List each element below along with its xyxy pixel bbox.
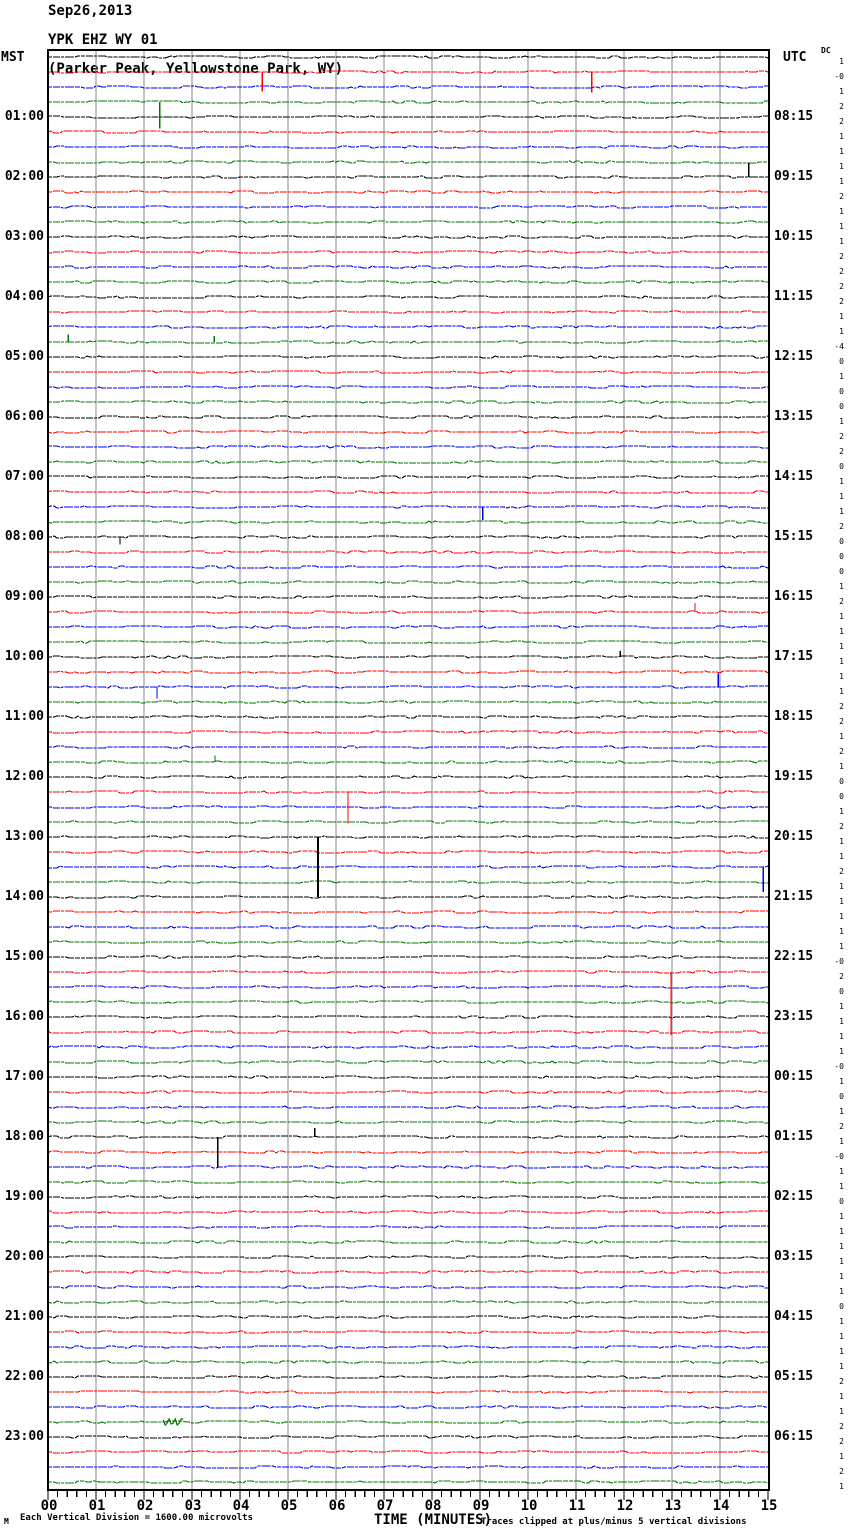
hour-label-mst: 02:00 <box>4 169 44 184</box>
trace-row <box>48 476 768 478</box>
trace-row <box>48 431 768 433</box>
dc-offset-value: 1 <box>839 372 844 381</box>
trace-row <box>48 116 768 118</box>
dc-offset-value: 0 <box>839 552 844 561</box>
hour-label-mst: 03:00 <box>4 229 44 244</box>
x-tick-label: 00 <box>40 1498 58 1514</box>
trace-row <box>48 1061 768 1063</box>
header-date: Sep26,2013 <box>48 3 133 19</box>
x-axis-title: TIME (MINUTES) <box>374 1512 493 1528</box>
watermark-glyph: M <box>4 1517 9 1526</box>
hour-label-utc: 03:15 <box>774 1249 814 1264</box>
hour-label-utc: 19:15 <box>774 769 814 784</box>
dc-offset-value: -0 <box>834 1152 844 1161</box>
dc-offset-value: 1 <box>839 1017 844 1026</box>
trace-row <box>48 1106 768 1108</box>
dc-offset-value: 1 <box>839 162 844 171</box>
x-tick-label: 14 <box>712 1498 730 1514</box>
trace-row <box>48 911 768 913</box>
dc-offset-value: 0 <box>839 537 844 546</box>
hour-label-utc: 01:15 <box>774 1129 814 1144</box>
hour-label-mst: 20:00 <box>4 1249 44 1264</box>
dc-offset-value: 1 <box>839 942 844 951</box>
dc-offset-value: 0 <box>839 357 844 366</box>
hour-label-utc: 14:15 <box>774 469 814 484</box>
x-tick-label: 11 <box>568 1498 586 1514</box>
trace-row <box>48 941 768 943</box>
trace-row <box>48 1331 768 1333</box>
dc-offset-value: 2 <box>839 117 844 126</box>
dc-offset-value: 0 <box>839 792 844 801</box>
dc-offset-value: 2 <box>839 1467 844 1476</box>
x-tick-label: 12 <box>616 1498 634 1514</box>
hour-label-utc: 10:15 <box>774 229 814 244</box>
trace-row <box>48 566 768 568</box>
dc-offset-value: 1 <box>839 1077 844 1086</box>
hour-label-utc: 00:15 <box>774 1069 814 1084</box>
trace-row <box>48 296 768 298</box>
trace-row <box>48 1376 768 1378</box>
trace-row <box>48 791 768 793</box>
dc-offset-value: 2 <box>839 267 844 276</box>
trace-row <box>48 776 768 778</box>
dc-offset-value: -0 <box>834 1062 844 1071</box>
trace-row <box>48 1466 768 1468</box>
hour-label-mst: 16:00 <box>4 1009 44 1024</box>
dc-offset-value: 2 <box>839 717 844 726</box>
header-station: YPK EHZ WY 01 <box>48 32 158 48</box>
trace-row <box>48 701 768 703</box>
dc-offset-value: -4 <box>834 342 844 351</box>
trace-row <box>48 926 768 928</box>
dc-offset-value: 1 <box>839 327 844 336</box>
trace-row <box>48 1046 768 1048</box>
trace-row <box>48 1091 768 1093</box>
dc-offset-value: 1 <box>839 852 844 861</box>
dc-offset-value: 1 <box>839 147 844 156</box>
dc-offset-value: 1 <box>839 507 844 516</box>
scale-note: Each Vertical Division = 1600.00 microvolts <box>20 1513 253 1523</box>
trace-row <box>48 1016 768 1018</box>
hour-label-mst: 08:00 <box>4 529 44 544</box>
hour-label-utc: 05:15 <box>774 1369 814 1384</box>
dc-offset-value: 0 <box>839 567 844 576</box>
left-timezone-label: MST <box>1 50 25 65</box>
hour-label-utc: 23:15 <box>774 1009 814 1024</box>
trace-row <box>48 1226 768 1228</box>
hour-label-utc: 20:15 <box>774 829 814 844</box>
trace-row <box>48 401 768 403</box>
trace-row <box>48 1481 768 1483</box>
trace-row <box>48 1001 768 1003</box>
dc-offset-value: 1 <box>839 1347 844 1356</box>
trace-row <box>48 521 768 523</box>
hour-label-mst: 23:00 <box>4 1429 44 1444</box>
dc-offset-value: 1 <box>839 912 844 921</box>
trace-row <box>48 1181 768 1183</box>
dc-offset-value: 1 <box>839 1107 844 1116</box>
trace-row <box>48 731 768 733</box>
dc-offset-value: 2 <box>839 1437 844 1446</box>
clip-note: Traces clipped at plus/minus 5 vertical divisions <box>481 1517 747 1527</box>
dc-offset-value: 2 <box>839 252 844 261</box>
dc-offset-value: 1 <box>839 1137 844 1146</box>
trace-row <box>48 1346 768 1348</box>
dc-offset-value: 1 <box>839 1257 844 1266</box>
dc-offset-value: 1 <box>839 927 844 936</box>
trace-row <box>48 461 768 463</box>
trace-row <box>48 1286 768 1288</box>
dc-offset-value: 1 <box>839 732 844 741</box>
dc-offset-value: 1 <box>839 1002 844 1011</box>
hour-label-mst: 01:00 <box>4 109 44 124</box>
trace-row <box>48 416 768 418</box>
hour-label-mst: 05:00 <box>4 349 44 364</box>
trace-row <box>48 806 768 808</box>
dc-offset-value: 1 <box>839 837 844 846</box>
trace-row <box>48 446 768 448</box>
trace-row <box>48 671 768 673</box>
dc-offset-value: 0 <box>839 462 844 471</box>
hour-label-utc: 09:15 <box>774 169 814 184</box>
dc-offset-value: 1 <box>839 1032 844 1041</box>
trace-row <box>48 641 768 643</box>
trace-row <box>48 971 768 973</box>
trace-row <box>48 626 768 628</box>
dc-offset-value: 1 <box>839 582 844 591</box>
trace-row <box>48 1361 768 1363</box>
hour-label-utc: 16:15 <box>774 589 814 604</box>
dc-offset-value: 1 <box>839 882 844 891</box>
dc-offset-value: 1 <box>839 177 844 186</box>
dc-offset-value: 1 <box>839 87 844 96</box>
hour-label-mst: 14:00 <box>4 889 44 904</box>
dc-offset-value: 1 <box>839 207 844 216</box>
dc-offset-value: 1 <box>839 1452 844 1461</box>
x-tick-label: 10 <box>520 1498 538 1514</box>
dc-offset-value: 1 <box>839 672 844 681</box>
trace-row <box>48 1166 768 1168</box>
trace-row <box>48 281 768 283</box>
trace-row <box>48 326 768 328</box>
trace-row <box>48 1301 768 1303</box>
hour-label-utc: 22:15 <box>774 949 814 964</box>
x-tick-label: 09 <box>472 1498 490 1514</box>
dc-offset-value: 1 <box>839 1407 844 1416</box>
trace-row <box>48 536 768 538</box>
trace-row <box>48 821 768 823</box>
dc-offset-value: 1 <box>839 612 844 621</box>
dc-offset-value: 2 <box>839 102 844 111</box>
trace-row <box>48 221 768 223</box>
hour-label-utc: 04:15 <box>774 1309 814 1324</box>
dc-offset-value: 1 <box>839 1272 844 1281</box>
dc-offset-value: 0 <box>839 987 844 996</box>
dc-offset-value: 2 <box>839 1422 844 1431</box>
trace-row <box>48 356 768 358</box>
trace-row <box>48 71 768 73</box>
trace-row <box>48 1136 768 1138</box>
dc-offset-value: 1 <box>839 807 844 816</box>
trace-row <box>48 266 768 268</box>
dc-offset-value: 1 <box>839 1182 844 1191</box>
trace-row <box>48 506 768 508</box>
trace-row <box>48 131 768 133</box>
hour-label-mst: 15:00 <box>4 949 44 964</box>
dc-offset-value: 2 <box>839 1122 844 1131</box>
dc-offset-value: 1 <box>839 1227 844 1236</box>
trace-row <box>48 1256 768 1258</box>
trace-row <box>48 1436 768 1438</box>
dc-offset-value: 1 <box>839 237 844 246</box>
trace-row <box>48 716 768 718</box>
dc-offset-value: 1 <box>839 642 844 651</box>
dc-offset-value: 1 <box>839 1482 844 1491</box>
trace-row <box>48 1451 768 1453</box>
trace-row <box>48 581 768 583</box>
hour-label-utc: 18:15 <box>774 709 814 724</box>
trace-row <box>48 551 768 553</box>
dc-offset-value: 1 <box>839 627 844 636</box>
hour-label-utc: 08:15 <box>774 109 814 124</box>
trace-row <box>48 236 768 238</box>
hour-label-utc: 12:15 <box>774 349 814 364</box>
trace-row <box>48 1211 768 1213</box>
trace-row <box>48 1196 768 1198</box>
dc-offset-value: 1 <box>839 1167 844 1176</box>
dc-offset-value: 2 <box>839 702 844 711</box>
dc-offset-value: 2 <box>839 282 844 291</box>
trace-row <box>48 86 768 88</box>
x-tick-label: 07 <box>376 1498 394 1514</box>
dc-offset-value: 1 <box>839 1332 844 1341</box>
right-timezone-label: UTC <box>783 50 807 65</box>
trace-row <box>48 146 768 148</box>
x-tick-label: 13 <box>664 1498 682 1514</box>
trace-row <box>48 851 768 853</box>
hour-label-mst: 07:00 <box>4 469 44 484</box>
x-tick-label: 08 <box>424 1498 442 1514</box>
trace-row <box>48 1406 768 1408</box>
trace-row <box>48 191 768 193</box>
hour-label-utc: 02:15 <box>774 1189 814 1204</box>
dc-offset-value: 1 <box>839 1317 844 1326</box>
dc-offset-value: 1 <box>839 1212 844 1221</box>
dc-offset-value: 1 <box>839 477 844 486</box>
trace-row <box>48 1076 768 1078</box>
dc-offset-value: -0 <box>834 72 844 81</box>
dc-offset-value: 0 <box>839 1302 844 1311</box>
trace-row <box>48 341 768 343</box>
dc-offset-value: 2 <box>839 432 844 441</box>
dc-offset-value: 2 <box>839 297 844 306</box>
header-location: (Parker Peak, Yellowstone Park, WY) <box>48 61 344 77</box>
dc-offset-value: 1 <box>839 1287 844 1296</box>
trace-row <box>48 386 768 388</box>
hour-label-utc: 06:15 <box>774 1429 814 1444</box>
trace-row <box>48 656 768 658</box>
trace-row <box>48 1391 768 1393</box>
hour-label-mst: 06:00 <box>4 409 44 424</box>
hour-label-mst: 04:00 <box>4 289 44 304</box>
dc-offset-value: 2 <box>839 192 844 201</box>
trace-row <box>48 761 768 763</box>
trace-row <box>48 176 768 178</box>
trace-row <box>48 1271 768 1273</box>
dc-offset-value: -0 <box>834 957 844 966</box>
trace-row <box>48 596 768 598</box>
trace-row <box>48 1121 768 1123</box>
dc-offset-value: 2 <box>839 447 844 456</box>
trace-row <box>48 206 768 208</box>
dc-offset-value: 1 <box>839 1047 844 1056</box>
dc-offset-value: 2 <box>839 522 844 531</box>
trace-row <box>48 1151 768 1153</box>
dc-offset-value: 1 <box>839 57 844 66</box>
trace-row <box>48 1031 768 1033</box>
dc-offset-value: 0 <box>839 387 844 396</box>
dc-offset-value: 1 <box>839 222 844 231</box>
dc-offset-value: 1 <box>839 492 844 501</box>
trace-row <box>48 881 768 883</box>
dc-offset-value: 2 <box>839 747 844 756</box>
dc-offset-value: 2 <box>839 972 844 981</box>
x-tick-label: 03 <box>184 1498 202 1514</box>
hour-label-utc: 21:15 <box>774 889 814 904</box>
x-tick-label: 05 <box>280 1498 298 1514</box>
trace-row <box>48 1316 768 1318</box>
hour-label-mst: 22:00 <box>4 1369 44 1384</box>
hour-label-mst: 12:00 <box>4 769 44 784</box>
trace-row <box>48 101 768 103</box>
dc-offset-value: 1 <box>839 762 844 771</box>
hour-label-mst: 09:00 <box>4 589 44 604</box>
dc-offset-value: 2 <box>839 597 844 606</box>
trace-row <box>48 371 768 373</box>
dc-offset-value: 1 <box>839 417 844 426</box>
trace-row <box>48 1421 768 1423</box>
trace-row <box>48 866 768 868</box>
trace-row <box>48 161 768 163</box>
trace-row <box>48 686 768 688</box>
dc-column-label: DC <box>821 46 831 55</box>
trace-row <box>48 491 768 493</box>
dc-offset-value: 1 <box>839 897 844 906</box>
hour-label-utc: 15:15 <box>774 529 814 544</box>
dc-offset-value: 0 <box>839 777 844 786</box>
dc-offset-value: 2 <box>839 867 844 876</box>
trace-row <box>48 311 768 313</box>
trace-row <box>48 746 768 748</box>
hour-label-utc: 17:15 <box>774 649 814 664</box>
hour-label-mst: 13:00 <box>4 829 44 844</box>
dc-offset-value: 2 <box>839 822 844 831</box>
x-tick-label: 06 <box>328 1498 346 1514</box>
hour-label-mst: 19:00 <box>4 1189 44 1204</box>
dc-offset-value: 1 <box>839 1242 844 1251</box>
x-tick-label: 01 <box>88 1498 106 1514</box>
trace-row <box>48 896 768 898</box>
x-tick-label: 02 <box>136 1498 154 1514</box>
dc-offset-value: 2 <box>839 1377 844 1386</box>
dc-offset-value: 0 <box>839 1092 844 1101</box>
dc-offset-value: 1 <box>839 1392 844 1401</box>
x-tick-label: 15 <box>760 1498 778 1514</box>
x-tick-label: 04 <box>232 1498 250 1514</box>
hour-label-utc: 13:15 <box>774 409 814 424</box>
hour-label-utc: 11:15 <box>774 289 814 304</box>
hour-label-mst: 21:00 <box>4 1309 44 1324</box>
hour-label-mst: 11:00 <box>4 709 44 724</box>
trace-row <box>48 956 768 958</box>
dc-offset-value: 0 <box>839 402 844 411</box>
dc-offset-value: 1 <box>839 687 844 696</box>
dc-offset-value: 1 <box>839 1362 844 1371</box>
trace-row <box>48 56 768 58</box>
hour-label-mst: 17:00 <box>4 1069 44 1084</box>
trace-row <box>48 611 768 613</box>
trace-row <box>48 251 768 253</box>
trace-row <box>48 836 768 838</box>
dc-offset-value: 1 <box>839 312 844 321</box>
trace-row <box>48 1241 768 1243</box>
trace-row <box>48 986 768 988</box>
hour-label-mst: 18:00 <box>4 1129 44 1144</box>
dc-offset-value: 1 <box>839 132 844 141</box>
hour-label-mst: 10:00 <box>4 649 44 664</box>
dc-offset-value: 0 <box>839 1197 844 1206</box>
dc-offset-value: 1 <box>839 657 844 666</box>
